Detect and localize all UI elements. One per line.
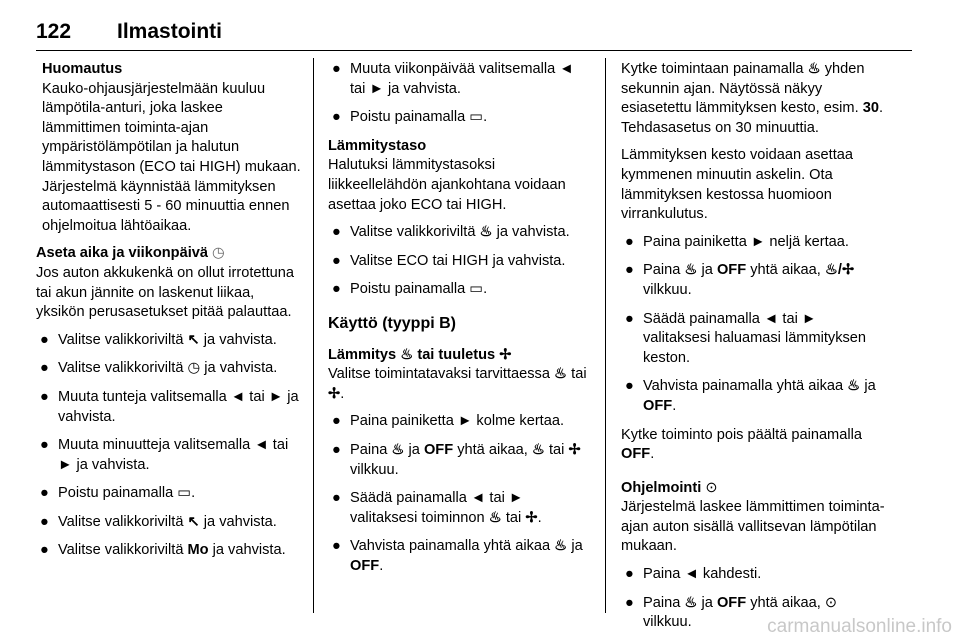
item-text: Valitse valikkoriviltä xyxy=(58,360,188,377)
item-text: Poistu painamalla xyxy=(350,281,470,298)
arrow-left-icon: ◄ xyxy=(763,310,779,327)
item-text: Poistu painamalla xyxy=(350,109,470,126)
set-time-intro: Jos auton akkukenkä on ollut irrotettuna tai akun jännite on laskenut liikaa, yksikön perusasetukset pitää palauttaa. xyxy=(36,264,294,321)
header-divider xyxy=(36,50,912,51)
bullet-icon: ● xyxy=(332,61,341,77)
item-text: tai xyxy=(778,310,802,327)
arrow-right-icon: ► xyxy=(750,233,766,250)
list-item xyxy=(36,388,304,427)
note-body: Kauko-ohjausjärjestelmään kuuluu lämpötila-anturi, joka laskee lämmittimen toiminta-ajan ympäristölämpötilan ja halutun lämmitystason (ECO tai HIGH) mukaan. Järjestelmä käynnistää lämmityksen automaattisesti 5 - 60 minuuttia ennen ohjelmoitua lähtöaikaa. xyxy=(42,80,301,234)
bullet-icon: ● xyxy=(332,252,341,269)
off-label: OFF xyxy=(350,557,380,574)
bullet-icon: ● xyxy=(40,388,49,405)
item-text: ja vahvista. xyxy=(199,331,277,348)
bullet-icon: ● xyxy=(40,513,49,530)
item-text: Valitse valikkoriviltä xyxy=(58,331,188,348)
item-text: Muuta tunteja valitsemalla xyxy=(58,388,231,405)
set-time-heading xyxy=(36,244,304,264)
heater-icon: ♨ xyxy=(847,378,861,395)
set-time-heading-text: Aseta aika ja viikonpäivä xyxy=(36,245,208,262)
item-text: ja xyxy=(567,538,583,555)
note-box xyxy=(36,60,304,236)
column-divider-2 xyxy=(605,58,606,613)
list-item xyxy=(328,489,590,528)
heater-icon: ♨ xyxy=(488,509,502,526)
weekday-steps xyxy=(328,60,590,128)
list-item xyxy=(621,377,887,416)
item-text: ja vahvista. xyxy=(199,513,277,530)
bullet-icon: ● xyxy=(40,542,49,559)
list-item xyxy=(36,541,304,561)
item-text: . xyxy=(537,509,542,526)
heading-text: Lämmitys xyxy=(328,346,401,363)
exit-icon: ▭ xyxy=(469,109,484,126)
list-item xyxy=(328,223,590,243)
duration-para: Lämmityksen kesto voidaan asettaa kymmenen minuutin askelin. Ota lämmityksen kestossa huomioon virrankulutus. xyxy=(621,147,854,223)
item-text: neljä kertaa. xyxy=(765,233,849,250)
item-text: Valitse valikkoriviltä xyxy=(350,224,480,241)
list-item xyxy=(36,359,304,379)
list-item xyxy=(36,484,304,504)
bullet-icon: ● xyxy=(40,360,49,377)
section-title: Ilmastointi xyxy=(117,20,223,43)
arrow-left-icon: ◄ xyxy=(254,437,269,454)
timer-icon: ⊙ xyxy=(824,594,838,611)
item-text: Säädä painamalla xyxy=(350,490,471,507)
arrow-left-icon: ◄ xyxy=(684,566,699,583)
bullet-icon: ● xyxy=(332,441,341,458)
arrow-right-icon: ► xyxy=(369,80,384,97)
page-number: 122 xyxy=(36,20,72,43)
activate-para xyxy=(621,60,887,138)
bullet-icon: ● xyxy=(332,224,341,241)
item-text: ja vahvista. xyxy=(492,224,570,241)
list-item xyxy=(328,108,590,128)
arrow-right-icon: ► xyxy=(801,310,817,327)
item-text: tai xyxy=(268,437,289,454)
bullet-icon: ● xyxy=(40,331,49,348)
column-1 xyxy=(36,60,304,570)
heater-icon: ♨ xyxy=(531,441,545,458)
item-text: kolme kertaa. xyxy=(472,413,565,430)
heating-level-heading: Lämmitystaso xyxy=(328,137,427,154)
para-text: . Tehdasasetus on 30 minuuttia. xyxy=(621,100,883,136)
item-text: Valitse valikkoriviltä xyxy=(58,513,188,530)
item-text: tai xyxy=(350,80,370,97)
heater-icon: ♨ xyxy=(684,262,698,279)
item-text: Muuta minuutteja valitsemalla xyxy=(58,437,255,454)
para-text: Kytke toiminto pois päältä painamalla xyxy=(621,426,862,443)
item-text: ja vahvista. xyxy=(200,360,278,377)
watermark: carmanualsonline.info xyxy=(767,616,952,637)
para-text: tai xyxy=(567,366,587,383)
item-text: vilkkuu. xyxy=(350,461,399,478)
note-title: Huomautus xyxy=(42,61,123,77)
item-text: Paina xyxy=(350,441,392,458)
operation-type-b-heading: Käyttö (tyyppi B) xyxy=(328,314,456,332)
para-text: Kytke toimintaan painamalla xyxy=(621,61,808,77)
deactivate-para xyxy=(621,426,887,465)
para-text: . xyxy=(340,385,345,402)
item-text: Vahvista painamalla yhtä aikaa xyxy=(643,378,848,395)
set-time-steps xyxy=(36,331,304,561)
list-item xyxy=(328,537,590,576)
list-item xyxy=(328,441,590,480)
item-text: Valitse valikkoriviltä xyxy=(58,542,188,559)
list-item xyxy=(621,565,887,585)
item-text: yhtä aikaa, xyxy=(746,594,825,611)
list-item xyxy=(36,436,304,475)
item-text: vilkkuu. xyxy=(643,614,692,631)
off-label: OFF xyxy=(423,441,454,458)
off-label: OFF xyxy=(716,262,747,279)
programming-heading-text: Ohjelmointi xyxy=(621,479,702,496)
item-text: ja xyxy=(697,594,717,611)
item-text: Paina xyxy=(643,594,685,611)
heater-fan-icon: ♨/✢ xyxy=(824,262,855,279)
bullet-icon: ● xyxy=(332,413,341,430)
weekday-label: Mo xyxy=(187,542,209,559)
item-text: Muuta viikonpäivää valitsemalla xyxy=(350,61,560,77)
bullet-icon: ● xyxy=(332,538,341,555)
bullet-icon: ● xyxy=(332,281,341,298)
list-item xyxy=(328,412,590,432)
exit-icon: ▭ xyxy=(177,485,192,502)
arrow-left-icon: ◄ xyxy=(470,490,486,507)
clock-icon: ◷ xyxy=(212,245,225,262)
fan-icon: ✢ xyxy=(328,385,341,402)
heater-icon: ♨ xyxy=(684,594,698,611)
item-text: ja xyxy=(404,441,424,458)
heading-text: tai tuuletus xyxy=(413,346,500,363)
wrench-icon: ↖ xyxy=(187,513,200,530)
item-text: Säädä painamalla xyxy=(643,310,764,327)
programming-heading xyxy=(621,479,887,499)
item-text: Paina painiketta xyxy=(350,413,458,430)
heating-level-steps xyxy=(328,223,590,300)
arrow-right-icon: ► xyxy=(457,413,473,430)
arrow-left-icon: ◄ xyxy=(230,388,246,405)
item-text: . xyxy=(483,109,488,126)
bullet-icon: ● xyxy=(625,233,634,250)
column-2 xyxy=(328,60,590,585)
item-text: . xyxy=(379,557,384,574)
item-text: valitaksesi toiminnon xyxy=(350,509,489,526)
list-item xyxy=(328,60,590,99)
item-text: kahdesti. xyxy=(698,566,762,583)
bullet-icon: ● xyxy=(625,262,634,279)
para-text: Valitse toimintatavaksi tarvittaessa xyxy=(328,366,555,383)
item-text: tai xyxy=(544,441,569,458)
mode-intro xyxy=(328,365,590,404)
off-label: OFF xyxy=(621,446,651,463)
item-text: . xyxy=(483,281,488,298)
arrow-right-icon: ► xyxy=(58,456,73,473)
heater-icon: ♨ xyxy=(554,366,568,383)
duration-steps xyxy=(621,233,887,417)
item-text: ja vahvista. xyxy=(58,388,299,425)
item-text: Vahvista painamalla yhtä aikaa xyxy=(350,538,555,555)
fan-icon: ✢ xyxy=(499,346,512,363)
bullet-icon: ● xyxy=(332,109,341,126)
item-text: Paina xyxy=(643,566,685,583)
list-item xyxy=(36,331,304,351)
timer-icon: ⊙ xyxy=(705,479,718,496)
item-text: valitaksesi haluamasi lämmityksen keston. xyxy=(643,330,867,366)
fan-icon: ✢ xyxy=(525,509,538,526)
list-item xyxy=(36,513,304,533)
bullet-icon: ● xyxy=(40,485,49,502)
heater-icon: ♨ xyxy=(554,538,568,555)
clock-icon: ◷ xyxy=(187,360,201,377)
item-text: . xyxy=(672,397,677,414)
mode-steps xyxy=(328,412,590,576)
column-3 xyxy=(621,60,887,642)
bullet-icon: ● xyxy=(332,490,341,507)
item-text: ja vahvista. xyxy=(208,542,286,559)
off-label: OFF xyxy=(643,397,673,414)
list-item xyxy=(328,280,590,300)
para-text: yhden sekunnin ajan. Näytössä näkyy esiasetettu lämmityksen kesto, esim. xyxy=(621,61,865,117)
wrench-icon: ↖ xyxy=(187,331,200,348)
item-text: ja vahvista. xyxy=(72,456,150,473)
fan-icon: ✢ xyxy=(568,441,581,458)
item-text: ja vahvista. xyxy=(383,80,461,97)
heater-icon: ♨ xyxy=(400,346,414,363)
item-text: tai xyxy=(245,388,269,405)
exit-icon: ▭ xyxy=(469,281,484,298)
list-item xyxy=(621,310,887,369)
bullet-icon: ● xyxy=(625,310,634,327)
off-label: OFF xyxy=(716,594,747,611)
item-text: Paina xyxy=(643,262,685,279)
heater-icon: ♨ xyxy=(391,441,405,458)
item-text: Paina painiketta xyxy=(643,233,751,250)
duration-example: 30 xyxy=(862,100,879,117)
para-text: . xyxy=(650,446,655,463)
bullet-icon: ● xyxy=(625,566,634,583)
item-text: . xyxy=(191,485,196,502)
heater-icon: ♨ xyxy=(479,224,493,241)
bullet-icon: ● xyxy=(625,378,634,395)
item-text: ja xyxy=(860,378,876,395)
heater-icon: ♨ xyxy=(807,61,821,77)
arrow-left-icon: ◄ xyxy=(559,61,574,77)
heating-ventilation-heading xyxy=(328,346,590,366)
heating-level-intro: Halutuksi lämmitystasoksi liikkeellelähdön ajankohtana voidaan asettaa joko ECO tai HIGH. xyxy=(328,157,566,213)
list-item xyxy=(328,252,590,272)
column-divider-1 xyxy=(313,58,314,613)
page-header xyxy=(36,10,912,54)
item-text: Valitse ECO tai HIGH ja vahvista. xyxy=(350,252,566,269)
programming-para: Järjestelmä laskee lämmittimen toiminta-ajan auton sisällä vallitsevan lämpötilan mukaan. xyxy=(621,499,885,555)
item-text: yhtä aikaa, xyxy=(453,441,532,458)
list-item xyxy=(621,261,887,300)
item-text: Poistu painamalla xyxy=(58,485,178,502)
item-text: ja xyxy=(697,262,717,279)
list-item xyxy=(621,233,887,253)
item-text: yhtä aikaa, xyxy=(746,262,825,279)
item-text: tai xyxy=(501,509,526,526)
arrow-right-icon: ► xyxy=(508,490,524,507)
bullet-icon: ● xyxy=(625,594,634,611)
arrow-right-icon: ► xyxy=(268,388,284,405)
bullet-icon: ● xyxy=(40,437,49,454)
item-text: tai xyxy=(485,490,509,507)
item-text: vilkkuu. xyxy=(643,281,692,298)
